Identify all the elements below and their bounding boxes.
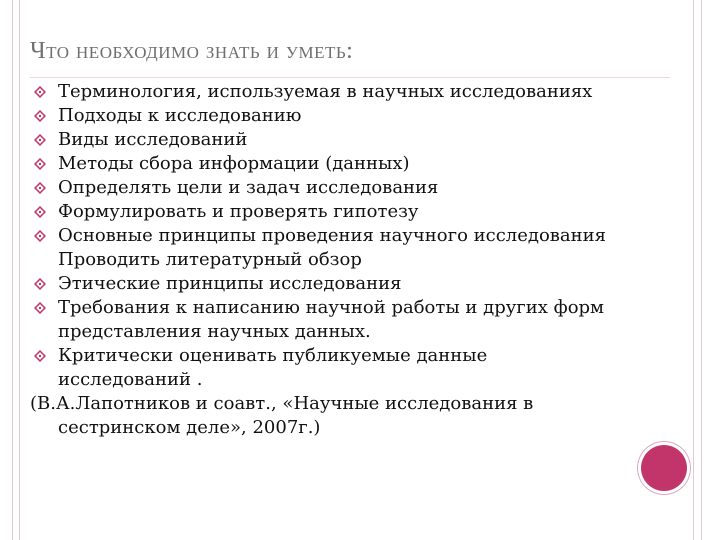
diamond-bullet-icon bbox=[34, 206, 46, 218]
list-item bbox=[30, 272, 680, 296]
diamond-bullet-icon bbox=[34, 350, 46, 362]
slide-title: Что необходимо знать и уметь: bbox=[30, 38, 354, 64]
list-item-text: Определять цели и задач исследования bbox=[58, 177, 439, 198]
diamond-bullet-icon bbox=[34, 158, 46, 170]
list-item-text: Этические принципы исследования bbox=[58, 273, 402, 294]
list-item bbox=[30, 224, 680, 248]
slide-content bbox=[30, 80, 680, 440]
reference-citation bbox=[30, 392, 680, 440]
diamond-bullet-icon bbox=[34, 302, 46, 314]
list-item-text: Методы сбора информации (данных) bbox=[58, 153, 410, 174]
list-item-text: Основные принципы проведения научного исследования bbox=[58, 225, 607, 246]
title-divider bbox=[30, 77, 670, 78]
diamond-bullet-icon bbox=[34, 134, 46, 146]
list-item bbox=[30, 296, 680, 320]
diamond-bullet-icon bbox=[34, 278, 46, 290]
diamond-bullet-icon bbox=[34, 86, 46, 98]
list-item-continuation bbox=[30, 248, 680, 272]
reference-line: (В.А.Лапотников и соавт., «Научные исследования в bbox=[30, 393, 534, 414]
reference-line: сестринском деле», 2007г.) bbox=[58, 417, 321, 438]
left-frame-border bbox=[12, 0, 20, 540]
list-item bbox=[30, 104, 680, 128]
diamond-bullet-icon bbox=[34, 110, 46, 122]
list-item bbox=[30, 176, 680, 200]
decorative-circle bbox=[641, 445, 687, 491]
list-item bbox=[30, 344, 680, 368]
list-item-text: Формулировать и проверять гипотезу bbox=[58, 201, 419, 222]
right-frame-border bbox=[693, 0, 702, 540]
list-item-continuation bbox=[30, 368, 680, 392]
list-item-text: Проводить литературный обзор bbox=[58, 249, 362, 270]
list-item bbox=[30, 128, 680, 152]
list-item-text: Требования к написанию научной работы и других форм bbox=[58, 297, 605, 318]
list-item-text: исследований . bbox=[58, 369, 203, 390]
list-item-text: Виды исследований bbox=[58, 129, 248, 150]
list-item-text: Подходы к исследованию bbox=[58, 105, 302, 126]
list-item-text: Терминология, используемая в научных исследованиях bbox=[58, 81, 593, 102]
list-item-continuation bbox=[30, 320, 680, 344]
list-item bbox=[30, 200, 680, 224]
list-item bbox=[30, 152, 680, 176]
list-item-text: представления научных данных. bbox=[58, 321, 371, 342]
list-item bbox=[30, 80, 680, 104]
diamond-bullet-icon bbox=[34, 230, 46, 242]
diamond-bullet-icon bbox=[34, 182, 46, 194]
list-item-text: Критически оценивать публикуемые данные bbox=[58, 345, 488, 366]
